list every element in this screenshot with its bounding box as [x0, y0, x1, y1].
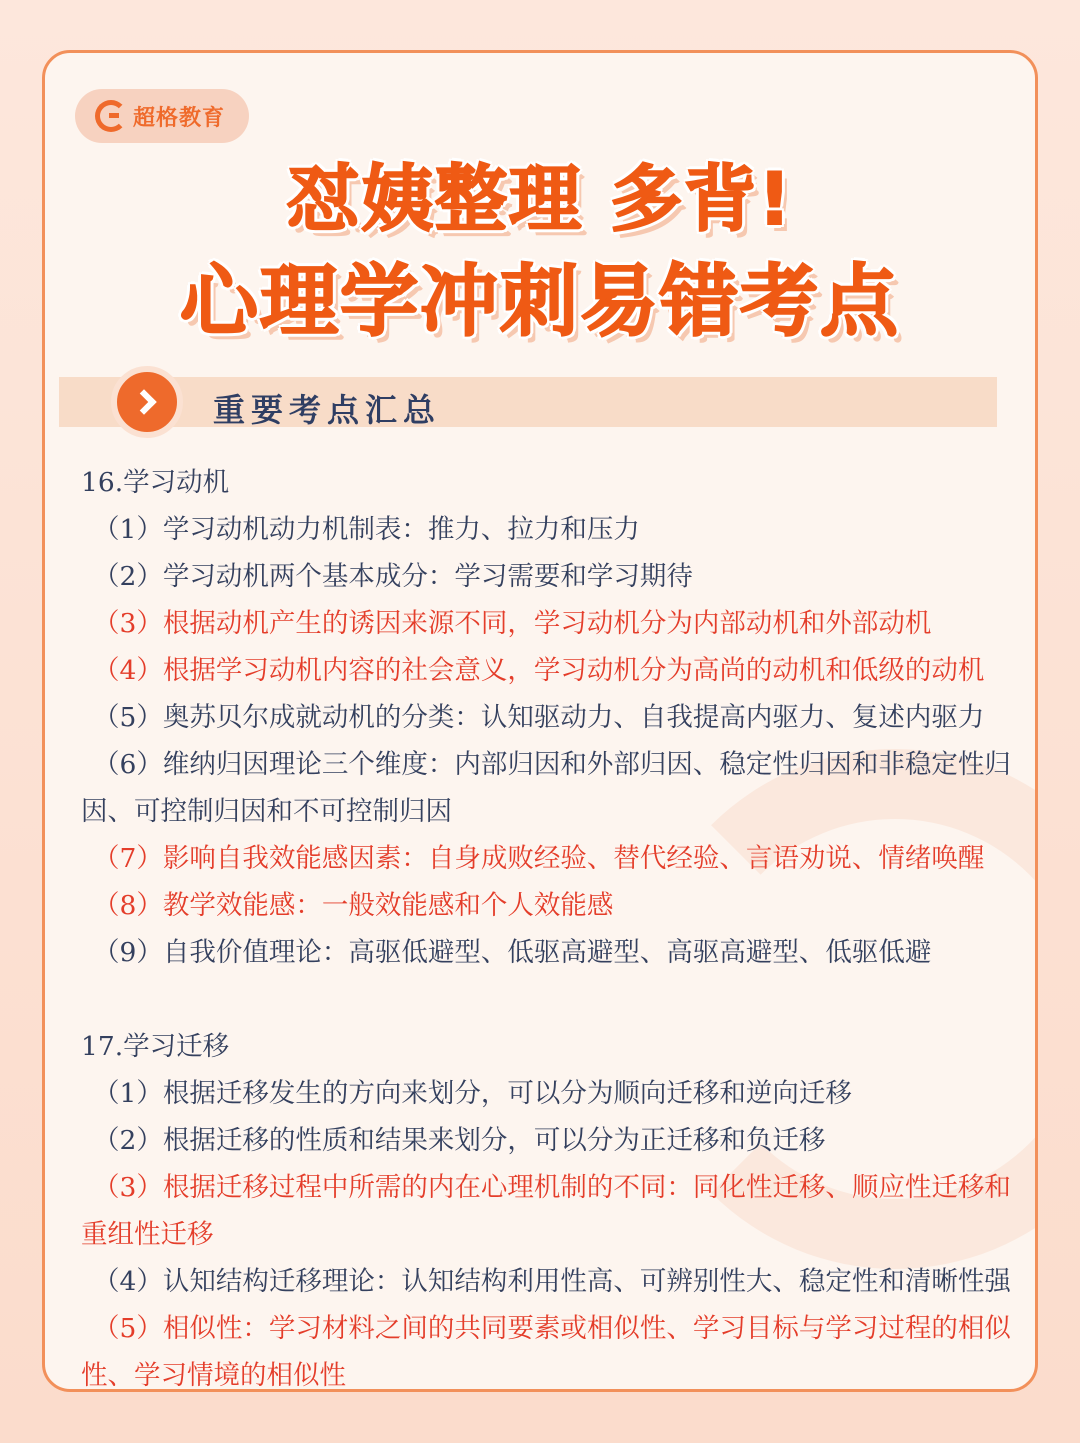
topics-list [81, 459, 1015, 1392]
topic-heading: 17.学习迁移 [81, 1031, 230, 1062]
list-item: （2）学习动机两个基本成分：学习需要和学习期待 [93, 561, 693, 592]
list-item-highlighted: （5）相似性：学习材料之间的共同要素或相似性、学习目标与学习过程的相似性、学习情境的相似性 [81, 1313, 1011, 1391]
list-item-highlighted: （4）根据学习动机内容的社会意义，学习动机分为高尚的动机和低级的动机 [93, 655, 985, 686]
brand-logo [75, 89, 249, 143]
brand-logo-icon [95, 100, 127, 132]
list-item: （2）根据迁移的性质和结果来划分，可以分为正迁移和负迁移 [93, 1125, 826, 1156]
section-header-bar [59, 377, 997, 427]
list-item-highlighted: （8）教学效能感：一般效能感和个人效能感 [93, 890, 614, 921]
spacer [81, 976, 1015, 1023]
section-title: 重要考点汇总 [213, 391, 442, 429]
brand-name: 超格教育 [133, 105, 226, 131]
content-card [42, 50, 1038, 1392]
list-item-highlighted: （3）根据迁移过程中所需的内在心理机制的不同：同化性迁移、顺应性迁移和重组性迁移 [81, 1172, 1011, 1250]
list-item: （4）认知结构迁移理论：认知结构利用性高、可辨别性大、稳定性和清晰性强 [93, 1266, 1011, 1297]
list-item: （6）维纳归因理论三个维度：内部归因和外部归因、稳定性归因和非稳定性归因、可控制归因和不可控制归因 [81, 749, 1011, 827]
title-line-1: 怼姨整理 多背! [287, 157, 793, 241]
topic-heading: 16.学习动机 [81, 467, 230, 498]
list-item: （9）自我价值理论：高驱低避型、低驱高避型、高驱高避型、低驱低避 [93, 937, 932, 968]
chevron-right-icon [131, 389, 156, 414]
title-line-2: 心理学冲刺易错考点 [179, 257, 900, 347]
section-chevron-badge [111, 366, 183, 438]
list-item: （1）根据迁移发生的方向来划分，可以分为顺向迁移和逆向迁移 [93, 1078, 852, 1109]
list-item: （1）学习动机动力机制表：推力、拉力和压力 [93, 514, 640, 545]
list-item-highlighted: （3）根据动机产生的诱因来源不同，学习动机分为内部动机和外部动机 [93, 608, 932, 639]
list-item-highlighted: （7）影响自我效能感因素：自身成败经验、替代经验、言语劝说、情绪唤醒 [93, 843, 985, 874]
list-item: （5）奥苏贝尔成就动机的分类：认知驱动力、自我提高内驱力、复述内驱力 [93, 702, 985, 733]
